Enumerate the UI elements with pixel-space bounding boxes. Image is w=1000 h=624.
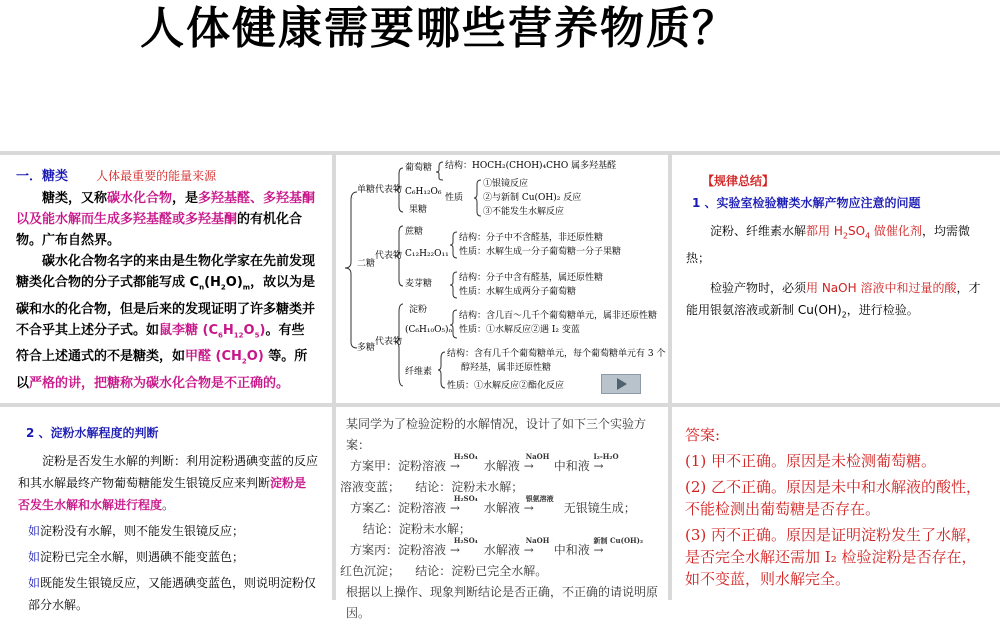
page-title: 人体健康需要哪些营养物质？ [140, 3, 738, 54]
glucose-structure: 结构：HOCH₂(CHOH)₄CHO 属多羟基醛 [445, 161, 617, 171]
play-button[interactable] [601, 374, 641, 394]
middle-divider [0, 403, 1000, 407]
plan-a-result: 溶液变蓝； 结论：淀粉未水解； [340, 480, 524, 494]
starch-property: 性质：①水解反应②遇 I₂ 变蓝 [459, 325, 580, 335]
label-formula-di: C₁₂H₂₂O₁₁ [405, 249, 449, 259]
hydrolysis-heading: 2 、淀粉水解程度的判断 [26, 426, 159, 440]
top-divider [0, 151, 1000, 155]
maltose-property: 性质：水解生成两分子葡萄糖 [459, 287, 577, 297]
question-prompt: 根据以上操作、现象判断结论是否正确，不正确的请说明原因。 [346, 585, 659, 620]
answer-1: (1) 甲不正确。原因是未检测葡萄糖。 [685, 452, 937, 470]
label-fructose: 果糖 [409, 205, 428, 215]
answer-3: (3) 丙不正确。原因是证明淀粉发生了水解，是否完全水解还需加 I₂ 检验淀粉是否存在，如不变蓝，则水解完全。 [685, 526, 982, 588]
label-maltose: 麦芽糖 [405, 279, 433, 289]
plan-b: 方案乙：淀粉溶液 H₂SO₄ → 水解液 银氨溶液 → 无银镜生成； [350, 494, 636, 515]
plan-c-result: 红色沉淀； 结论：淀粉已完全水解。 [340, 564, 548, 578]
label-starch: 淀粉 [409, 305, 428, 315]
right-vertical-divider [668, 153, 672, 600]
answers-heading: 答案: [685, 426, 721, 444]
paragraph-name-origin: 碳水化合物名字的来由是生物化学家在先前发现糖类化合物的分子式都能写成 $C_n(H_2O)_m$，故以为是碳和水的化合物，但是后来的发现证明了许多糖类并不合乎其上述分子式。如鼠李糖 $(C_6H_{12}O_5)$。有些符合上述通式的不是糖类，如甲醛 $(CH_2O)$ 等。所以严格的讲，把糖称为碳水化合物是不正确的。 [16, 254, 316, 391]
glucose-prop-1: ①银镜反应 [483, 179, 529, 189]
label-mono: 单糖 [357, 185, 376, 195]
paragraph-definition: 糖类，又称碳水化合物，是多羟基醛、多羟基酮以及能水解而生成多羟基醛或多羟基酮的有机化合物。广布自然界。 [16, 191, 316, 248]
label-di: 二糖 [357, 259, 376, 269]
hydrolysis-paragraph: 淀粉是否发生水解的判断：利用淀粉遇碘变蓝的反应和其水解最终产物葡萄糖能发生银镜反应来判断淀粉是否发生水解和水解进行程度。 [18, 454, 319, 512]
case-1: 如淀粉没有水解，则不能发生银镜反应； [28, 524, 245, 538]
label-prop: 性质 [445, 193, 464, 203]
maltose-structure: 结构：分子中含有醛基，属还原性糖 [459, 273, 604, 283]
panel-answers [685, 424, 985, 600]
panel-experiment-question [340, 414, 662, 620]
label-rep-poly: 代表物 [375, 337, 403, 347]
summary-paragraph-2: 检验产物时，必须用 NaOH 溶液中和过量的酸，才能用银氨溶液或新制 $Cu(OH)_2$，进行检验。 [686, 281, 981, 320]
panel-starch-hydrolysis [18, 422, 319, 612]
glucose-prop-2: ②与新制 Cu(OH)₂ 反应 [483, 193, 582, 203]
label-cellulose: 纤维素 [405, 367, 433, 377]
play-icon [617, 378, 627, 390]
plan-b-result: 结论：淀粉未水解； [362, 522, 471, 536]
label-glucose: 葡萄糖 [405, 163, 433, 173]
label-rep-mono: 代表物 [375, 185, 403, 195]
panel-sugars-intro [16, 165, 316, 401]
label-sucrose: 蔗糖 [405, 227, 424, 237]
label-formula-poly: (C₆H₁₀O₅)ₙ [405, 325, 453, 335]
case-3: 如既能发生银镜反应，又能遇碘变蓝色，则说明淀粉仅部分水解。 [28, 576, 317, 612]
sucrose-structure: 结构：分子中不含醛基，非还原性糖 [459, 233, 604, 243]
label-formula-mono: C₆H₁₂O₆ [405, 187, 442, 197]
plan-a: 方案甲：淀粉溶液 H₂SO₄ → 水解液 NaOH → 中和液 I₂-H₂O → [350, 452, 619, 473]
summary-heading: 【规律总结】 [702, 174, 775, 188]
case-2: 如淀粉已完全水解，则遇碘不能变蓝色； [28, 550, 245, 564]
section-heading: 一．糖类 [16, 169, 69, 184]
label-poly: 多糖 [357, 343, 376, 353]
label-rep-di: 代表物 [375, 251, 403, 261]
summary-subheading: 1 、实验室检验糖类水解产物应注意的问题 [692, 196, 921, 210]
sugar-classification-diagram [343, 156, 665, 400]
glucose-prop-3: ③不能发生水解反应 [483, 207, 565, 217]
cellulose-structure-2: 醇羟基，属非还原性糖 [461, 363, 552, 373]
cellulose-structure-1: 结构：含有几千个葡萄糖单元，每个葡萄糖单元有 3 个 [447, 349, 666, 359]
panel-rule-summary [686, 170, 986, 400]
starch-structure: 结构：含几百～几千个葡萄糖单元，属非还原性糖 [459, 311, 658, 321]
section-subtitle: 人体最重要的能量来源 [96, 169, 217, 183]
question-intro: 某同学为了检验淀粉的水解情况，设计了如下三个实验方案： [346, 417, 647, 452]
plan-c: 方案丙：淀粉溶液 H₂SO₄ → 水解液 NaOH → 中和液 新制 Cu(OH)₂ → [350, 536, 644, 557]
answer-2: (2) 乙不正确。原因是未中和水解液的酸性，不能检测出葡萄糖是否存在。 [685, 478, 982, 518]
sucrose-property: 性质：水解生成一分子葡萄糖一分子果糖 [459, 247, 622, 257]
cellulose-property: 性质：①水解反应②酯化反应 [447, 381, 565, 391]
left-vertical-divider [332, 153, 336, 600]
summary-paragraph-1: 淀粉、纤维素水解都用 $H_2SO_4$ 做催化剂，均需微热； [686, 224, 970, 266]
